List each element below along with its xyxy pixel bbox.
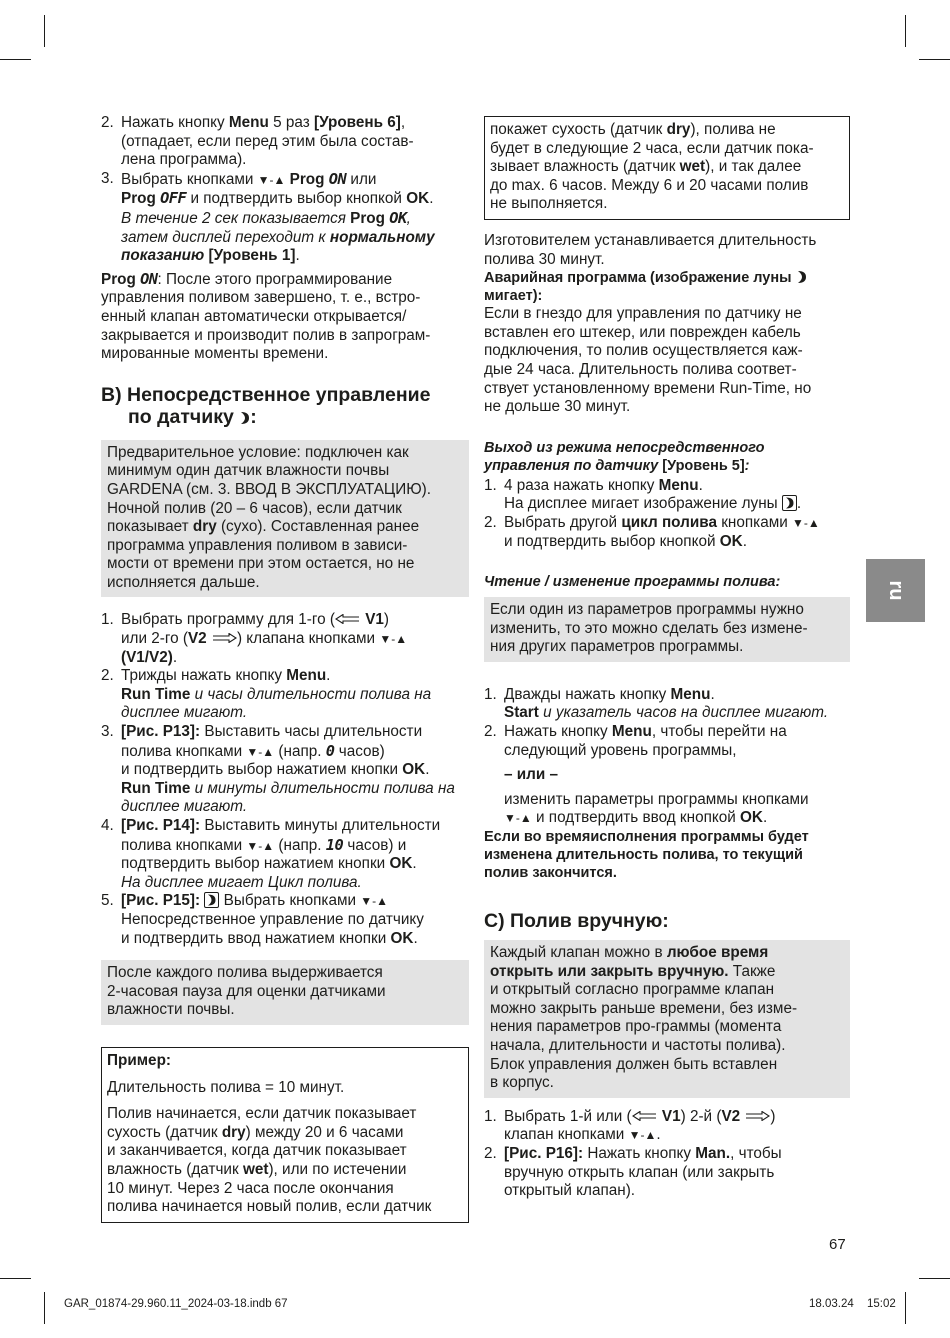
read-heading	[484, 573, 850, 591]
arrow-buttons-icon: ▼-▲	[257, 172, 286, 187]
list-item	[101, 170, 469, 266]
list-item	[484, 1108, 850, 1145]
text: полива начинается новый полив, если датчик	[107, 1198, 432, 1216]
text: , чтобы перейти на	[651, 723, 787, 741]
text: Нажать кнопку	[121, 114, 229, 131]
menu-label: Menu	[611, 723, 652, 741]
text: Выбрать кнопками	[121, 170, 258, 188]
example-title: Пример:	[107, 1051, 172, 1069]
list-item	[101, 114, 469, 170]
text: ), полива не	[690, 121, 776, 138]
text: начала, длительности и частоты полива).	[490, 1037, 786, 1054]
text: сухость (датчик	[107, 1123, 222, 1141]
cycle-label: цикл полива	[621, 513, 717, 531]
or-label: – или –	[504, 766, 559, 784]
text: Каждый клапан можно в	[490, 944, 667, 962]
text: :	[250, 405, 257, 428]
figure-ref: [Рис. P13]:	[121, 723, 201, 741]
text: Полив начинается, если датчик показывает	[107, 1105, 417, 1123]
figure-ref: [Рис. P14]:	[121, 817, 201, 834]
ok-label: OK	[406, 190, 430, 208]
wet-label: wet	[242, 1160, 269, 1178]
text: любое время	[666, 944, 769, 962]
text: (сухо). Составленная ранее	[216, 518, 420, 536]
text: затем дисплей переходит к	[121, 228, 330, 246]
text: и подтвердить ввод кнопкой	[531, 809, 741, 827]
valve-choice-label: (V1/V2)	[121, 648, 173, 666]
ok-label: OK	[402, 761, 426, 779]
text: Ночной полив (20 – 6 часов), если датчик	[107, 499, 402, 517]
text: изменить, то это можно сделать без измене-	[490, 619, 808, 637]
text: и подтвердить ввод нажатием кнопки	[121, 929, 391, 947]
text: следующий уровень программы,	[504, 741, 737, 759]
step-number: 3.	[101, 723, 114, 741]
lcd-ok: OK	[389, 208, 407, 227]
text: полив закончится.	[484, 865, 617, 882]
step-number: 5.	[101, 892, 114, 910]
list-item	[484, 477, 850, 514]
exit-heading	[484, 439, 850, 475]
text: нормальному	[329, 228, 435, 246]
text: лена программа).	[121, 151, 247, 169]
text: в корпус.	[490, 1074, 554, 1092]
list-item	[101, 723, 469, 817]
text: дые 24 часа. Длительность полива соответ-	[484, 360, 797, 378]
text: 5 раз	[268, 114, 314, 131]
text: .	[413, 929, 418, 947]
text: программа управления поливом в зависи-	[107, 536, 408, 554]
list-item	[101, 667, 469, 723]
text: (напр.	[274, 742, 326, 760]
runtime-label: Run Time	[121, 685, 191, 703]
sensor-steps	[101, 611, 469, 948]
read-box	[484, 597, 850, 662]
example-box	[101, 1047, 469, 1223]
step-number: 2.	[484, 513, 497, 531]
arrow-right-icon	[211, 633, 237, 643]
text: Выставить минуты длительности	[200, 817, 441, 834]
text: или	[346, 170, 377, 188]
text: В течение 2 сек показывается	[121, 209, 351, 227]
manufacturer-note	[484, 232, 850, 269]
text: После каждого полива выдерживается	[107, 964, 383, 982]
text: и заканчивается, когда датчик показывает	[107, 1142, 407, 1160]
arrow-buttons-icon: ▼-▲	[628, 1128, 657, 1143]
prog-label: Prog	[101, 270, 141, 288]
text: .	[172, 648, 178, 666]
text: управления по датчику	[484, 457, 659, 474]
text: и подтвердить выбор нажатием кнопки	[121, 761, 403, 779]
crop-mark	[905, 15, 906, 47]
moon-icon	[239, 411, 250, 425]
valve-1-label: V1	[365, 611, 384, 629]
wet-label: wet	[679, 158, 706, 176]
text: На дисплее мигает изображение луны	[504, 495, 782, 513]
text: (напр.	[274, 836, 326, 854]
text: ) 2-й (	[680, 1107, 722, 1125]
text: часов) и	[343, 836, 407, 854]
text: не выполняется.	[490, 195, 608, 213]
step-number: 3.	[101, 169, 114, 187]
text: дисплее мигают.	[121, 704, 248, 722]
footer-time: 15:02	[867, 1298, 896, 1310]
text: .	[762, 809, 768, 827]
text: исполняется дальше.	[107, 573, 260, 591]
step-number: 2.	[101, 114, 114, 131]
text: Изготовителем устанавливается длительность	[484, 231, 817, 249]
text: показывает	[107, 518, 193, 536]
arrow-buttons-icon: ▼-▲	[504, 811, 532, 826]
text: влажности почвы.	[107, 1001, 235, 1019]
text: , чтобы	[730, 1144, 782, 1162]
arrow-left-icon	[335, 614, 361, 624]
text: GARDENA (см. 3. ВВОД В ЭКСПЛУАТАЦИЮ).	[107, 480, 432, 498]
pause-box	[101, 960, 469, 1025]
text: ), и так далее	[705, 158, 802, 176]
text: Также	[728, 962, 776, 980]
arrow-buttons-icon: ▼-▲	[360, 894, 389, 909]
text: B) Непосредственное управление	[101, 383, 431, 406]
text: 10 минут. Через 2 часа после окончания	[107, 1179, 394, 1197]
list-item	[484, 686, 850, 723]
step-number: 2.	[484, 723, 497, 741]
footer-file: GAR_01874-29.960.11_2024-03-18.indb 67	[64, 1298, 288, 1310]
list-item	[101, 611, 469, 667]
arrow-right-icon	[744, 1111, 770, 1121]
text: мигает):	[484, 288, 543, 305]
text: влажность (датчик	[107, 1160, 243, 1178]
text: минимум один датчик влажности почвы	[107, 462, 390, 480]
text: Если один из параметров программы нужно	[490, 601, 804, 619]
text: ,	[406, 209, 411, 227]
valve-1-label: V1	[661, 1107, 681, 1125]
text: Выбрать кнопками	[219, 892, 361, 910]
text: .	[796, 495, 802, 513]
text: изменена длительность полива, то текущий	[484, 847, 803, 864]
text: .	[429, 190, 434, 208]
valve-2-label: V2	[187, 630, 207, 648]
dry-label: dry	[221, 1123, 246, 1141]
text: .	[698, 476, 703, 494]
programming-steps	[101, 114, 469, 266]
text: мости от времени при этом остается, но не	[107, 555, 415, 573]
start-label: Start	[504, 704, 539, 722]
manual-box	[484, 940, 850, 1098]
text: Блок управления должен быть вставлен	[490, 1055, 778, 1073]
example-continuation-box	[484, 116, 850, 220]
text: Выход из режима непосредственного	[484, 439, 765, 456]
text: Выбрать 1-й или (	[504, 1107, 632, 1125]
text: .	[412, 855, 417, 873]
text: Выбрать другой	[504, 513, 622, 531]
text: и указатель часов на дисплее мигают.	[538, 704, 829, 722]
text: )	[383, 611, 390, 629]
text: .	[425, 761, 430, 779]
text: ,	[400, 114, 406, 131]
list-item	[484, 723, 850, 828]
text: .	[295, 247, 300, 265]
text: будет в следующие 2 часа, если датчик пока-	[490, 139, 814, 157]
list-item	[101, 817, 469, 892]
precondition-box	[101, 440, 469, 598]
footer-date: 18.03.24	[809, 1298, 854, 1310]
lcd-off: OFF	[160, 189, 187, 208]
level-label: [Уровень 6]	[313, 114, 401, 131]
text: закрывается и производит полив в запрограм-	[101, 326, 431, 344]
figure-ref: [Рис. P15]:	[121, 892, 201, 910]
moon-icon	[796, 270, 807, 284]
text: или 2-го (	[121, 630, 188, 648]
text: можно закрыть раньше времени, без изме-	[490, 999, 798, 1017]
arrow-left-icon	[632, 1111, 658, 1121]
text: мированные моменты времени.	[101, 345, 329, 363]
arrow-buttons-icon: ▼-▲	[246, 744, 275, 759]
figure-ref: [Рис. P16]:	[504, 1144, 584, 1162]
read-steps	[484, 686, 850, 828]
text: ) между 20 и 6 часами	[245, 1123, 404, 1141]
exit-steps	[484, 477, 850, 551]
step-number: 1.	[101, 611, 114, 629]
menu-label: Menu	[670, 685, 711, 703]
text: открытый клапан).	[504, 1182, 636, 1200]
text: Дважды нажать кнопку	[504, 685, 671, 703]
ok-label: OK	[719, 532, 743, 550]
step-number: 1.	[484, 476, 497, 494]
text: : После этого программирование	[157, 270, 393, 288]
crop-mark	[905, 1292, 906, 1324]
text: показанию	[121, 247, 205, 265]
text: Предварительное условие: подключен как	[107, 443, 409, 461]
man-label: Man.	[695, 1144, 731, 1162]
text: зывает влажность (датчик	[490, 158, 680, 176]
text: дисплее мигают.	[121, 798, 248, 816]
moon-icon	[782, 495, 797, 511]
ok-label: OK	[740, 809, 763, 827]
text: Нажать кнопку	[504, 723, 612, 741]
text: .	[656, 1126, 661, 1144]
text: )	[770, 1107, 776, 1125]
text: Если в гнездо для управления по датчику не	[484, 305, 802, 323]
text: до max. 6 часов. Между 6 и 20 часами полив	[490, 176, 809, 194]
text: не дольше 30 минут.	[484, 398, 631, 416]
text: по датчику	[128, 405, 240, 428]
moon-icon	[204, 892, 219, 908]
text: открыть или закрыть вручную.	[490, 962, 729, 980]
text: полива кнопками	[121, 742, 247, 760]
text: Аварийная программа (изображение луны	[484, 270, 796, 287]
dry-label: dry	[192, 518, 217, 536]
text: нения параметров про-граммы (момента	[490, 1018, 782, 1036]
crop-mark	[0, 1278, 31, 1279]
arrow-buttons-icon: ▼-▲	[792, 515, 820, 530]
text: Нажать кнопку	[583, 1144, 696, 1162]
warning-text	[484, 828, 850, 882]
text: вставлен его штекер, или поврежден кабель	[484, 323, 801, 341]
prog-label: Prog	[121, 190, 161, 208]
text: енный клапан автоматически открывается/	[101, 307, 407, 325]
text: 2-часовая пауза для оценки датчиками	[107, 982, 386, 1000]
step-number: 1.	[484, 1107, 497, 1125]
step-number: 2.	[101, 667, 114, 685]
valve-2-label: V2	[721, 1107, 741, 1125]
list-item	[484, 514, 850, 551]
crop-mark	[919, 59, 950, 60]
text: и часы длительности полива на	[190, 685, 432, 703]
text: покажет сухость (датчик	[490, 121, 667, 138]
right-column	[484, 116, 850, 1201]
emergency-text	[484, 305, 850, 417]
text: и открытый согласно программе клапан	[490, 981, 775, 999]
arrow-buttons-icon: ▼-▲	[246, 838, 275, 853]
text: :	[744, 457, 750, 474]
ok-label: OK	[390, 929, 414, 947]
lcd-value: 10	[325, 835, 344, 854]
page-number: 67	[829, 1236, 846, 1253]
text: Выбрать программу для 1-го (	[121, 611, 335, 629]
list-item	[101, 892, 469, 948]
ok-label: OK	[389, 855, 413, 873]
menu-label: Menu	[286, 667, 327, 685]
prog-on-paragraph	[101, 270, 469, 364]
text: Чтение / изменение программы полива:	[484, 574, 781, 591]
text: ния других параметров программы.	[490, 638, 744, 656]
text: Трижды нажать кнопку	[121, 667, 287, 685]
dry-label: dry	[666, 121, 691, 138]
prog-label: Prog	[350, 209, 390, 227]
text: ) клапана кнопками	[236, 630, 380, 648]
crop-mark	[919, 1278, 950, 1279]
text: управления поливом завершено, т. е., встро-	[101, 289, 421, 307]
text: (отпадает, если перед этим была состав-	[121, 132, 414, 150]
section-b-heading	[101, 384, 469, 428]
text: клапан кнопками	[504, 1126, 629, 1144]
level-label: [Уровень 1]	[204, 247, 296, 265]
text: Если во времяисполнения программы будет	[484, 829, 809, 846]
text: .	[742, 532, 747, 550]
list-item	[484, 1145, 850, 1201]
lcd-value: 0	[325, 741, 335, 760]
text: и подтвердить выбор кнопкой	[504, 532, 720, 550]
text: полива 30 минут.	[484, 250, 605, 268]
step-number: 1.	[484, 685, 497, 703]
text: Непосредственное управление по датчику	[121, 910, 424, 928]
text: и минуты длительности полива на	[190, 779, 455, 797]
example-text: Длительность полива = 10 минут.	[107, 1078, 345, 1096]
text: подключения, то полив осуществляется каж-	[484, 342, 803, 360]
lcd-on: ON	[328, 169, 347, 188]
text: .	[326, 667, 331, 685]
language-tab-label: ru	[885, 580, 907, 601]
level-label: [Уровень 5]	[658, 457, 745, 474]
emergency-heading	[484, 269, 850, 305]
text: Выставить часы длительности	[200, 723, 423, 741]
text: 4 раза нажать кнопку	[504, 476, 659, 494]
menu-label: Menu	[658, 476, 699, 494]
text: и подтвердить выбор кнопкой	[186, 190, 407, 208]
step-number: 2.	[484, 1144, 497, 1162]
prog-label: Prog	[285, 170, 329, 188]
crop-mark	[0, 59, 31, 60]
crop-mark	[44, 1292, 45, 1324]
text: вручную открыть клапан (или закрыть	[504, 1163, 775, 1181]
text: изменить параметры программы кнопками	[504, 790, 809, 808]
text: кнопками	[716, 513, 793, 531]
lcd-on: ON	[140, 269, 158, 288]
manual-steps	[484, 1108, 850, 1201]
menu-label: Menu	[228, 114, 269, 131]
left-column	[101, 114, 469, 1223]
text: ), или по истечении	[268, 1160, 407, 1178]
arrow-buttons-icon: ▼-▲	[379, 632, 408, 647]
runtime-label: Run Time	[121, 779, 191, 797]
section-c-heading: C) Полив вручную:	[484, 910, 669, 933]
text: На дисплее мигает Цикл полива.	[121, 873, 362, 891]
text: часов)	[334, 742, 385, 760]
text: .	[710, 685, 715, 703]
step-number: 4.	[101, 817, 114, 834]
text: полива кнопками	[121, 836, 247, 854]
text: подтвердить выбор нажатием кнопки	[121, 855, 390, 873]
crop-mark	[44, 15, 45, 47]
language-tab	[866, 559, 925, 622]
text: ствует установленному времени Run-Time, но	[484, 379, 812, 397]
